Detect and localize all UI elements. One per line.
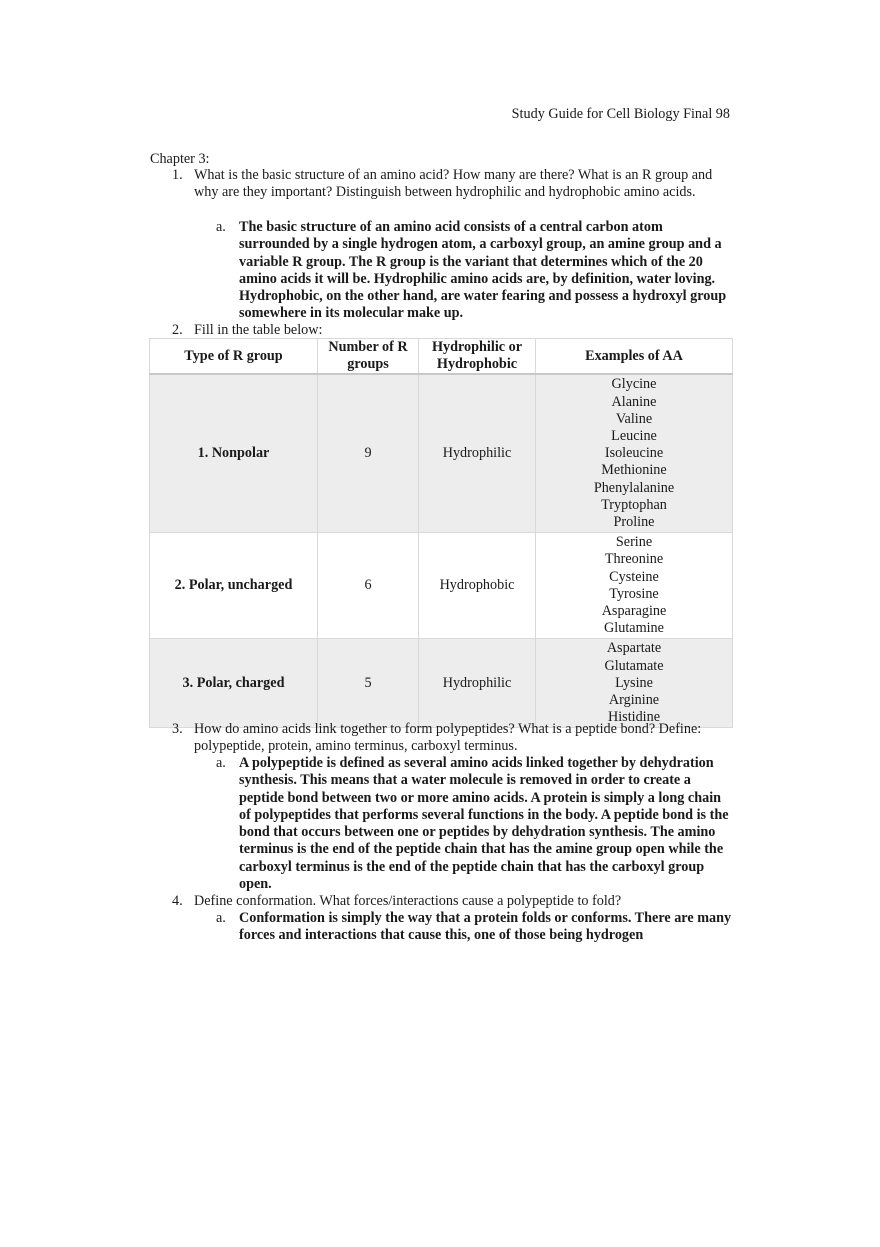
amino-acid-examples: [536, 533, 733, 639]
question-number: 3.: [172, 721, 183, 737]
amino-acid: Asparagine: [601, 603, 667, 620]
amino-acid: Methionine: [601, 462, 667, 479]
answer-text: A polypeptide is defined as several amino acids linked together by dehydration synthesis. This means that a water molecule is removed in order to create a peptide bond between two or more amino acids. A protein is simply a long chain of polypeptides that performs several functions in the body. A peptide bond is the bond that occurs between one or peptides by dehydration synthesis. The amino terminus is the end of the peptide chain that has the amine group open while the carboxyl terminus is the end of the peptide chain that has the carboxyl group open.: [239, 755, 729, 893]
table-row: [150, 374, 733, 532]
amino-acid: Histidine: [607, 709, 661, 726]
question-2: [172, 322, 732, 339]
amino-acid: Leucine: [611, 428, 657, 445]
table-row: [150, 639, 733, 728]
question-3: [172, 721, 732, 756]
answer-text: Conformation is simply the way that a protein folds or conforms. There are many forces and interactions that cause this, one of those being hydrogen: [239, 910, 732, 944]
amino-acid: Phenylalanine: [593, 479, 675, 496]
r-group-type: 1. Nonpolar: [150, 374, 318, 532]
answer-1: [216, 219, 732, 323]
question-number: 4.: [172, 893, 183, 909]
answer-label: a.: [216, 910, 226, 926]
answer-label: a.: [216, 219, 226, 235]
r-group-type: 2. Polar, uncharged: [150, 533, 318, 639]
question-4: [172, 893, 732, 910]
question-number: 1.: [172, 167, 183, 183]
header-type: Type of R group: [150, 339, 318, 375]
question-text: What is the basic structure of an amino acid? How many are there? What is an R group and why are they important? Distinguish between hydrophilic and hydrophobic amino acids.: [194, 167, 713, 201]
amino-acid: Aspartate: [606, 640, 662, 657]
r-group-type: 3. Polar, charged: [150, 639, 318, 728]
page-header: Study Guide for Cell Biology Final 98: [511, 106, 730, 122]
amino-acid: Proline: [613, 514, 655, 531]
header-count: Number of R groups: [318, 339, 419, 375]
table-row: [150, 533, 733, 639]
question-number: 2.: [172, 322, 183, 338]
amino-acid: Alanine: [611, 393, 657, 410]
question-text: Define conformation. What forces/interactions cause a polypeptide to fold?: [194, 893, 622, 909]
r-group-count: 9: [318, 374, 419, 532]
amino-acid: Glutamine: [604, 620, 664, 637]
amino-acid-examples: [536, 374, 733, 532]
header-nature: Hydrophilic or Hydrophobic: [419, 339, 536, 375]
amino-acid: Glutamate: [604, 657, 664, 674]
question-text: How do amino acids link together to form polypeptides? What is a peptide bond? Define: polypeptide, protein, amino terminus, carboxyl terminus.: [194, 721, 702, 755]
r-group-nature: Hydrophilic: [419, 639, 536, 728]
amino-acid: Threonine: [604, 551, 664, 568]
chapter-heading: Chapter 3:: [150, 151, 210, 167]
amino-acid: Valine: [615, 410, 653, 427]
amino-acid: Arginine: [608, 692, 660, 709]
question-text: Fill in the table below:: [194, 322, 323, 338]
r-group-nature: Hydrophilic: [419, 374, 536, 532]
header-examples: Examples of AA: [536, 339, 733, 375]
amino-acid: Glycine: [611, 376, 657, 393]
r-group-count: 5: [318, 639, 419, 728]
amino-acid: Tyrosine: [609, 585, 659, 602]
question-1: [172, 167, 732, 202]
answer-text: The basic structure of an amino acid consists of a central carbon atom surrounded by a single hydrogen atom, a carboxyl group, an amine group and a variable R group. The R group is the variant that determines which of the 20 amino acids it will be. Hydrophilic amino acids are, by definition, water loving. Hydrophobic, on the other hand, are water fearing and possess a hydroxyl group somewhere in its molecular make up.: [239, 219, 727, 322]
answer-3: [216, 755, 732, 893]
amino-acid-examples: [536, 639, 733, 728]
r-group-count: 6: [318, 533, 419, 639]
amino-acid: Isoleucine: [604, 445, 664, 462]
amino-acid: Tryptophan: [601, 496, 667, 513]
amino-acid: Cysteine: [609, 568, 659, 585]
answer-label: a.: [216, 755, 226, 771]
r-group-nature: Hydrophobic: [419, 533, 536, 639]
table-header-row: [150, 339, 733, 375]
r-group-table: [149, 338, 733, 728]
answer-4: [216, 910, 732, 945]
amino-acid: Lysine: [615, 674, 653, 691]
amino-acid: Serine: [615, 534, 653, 551]
